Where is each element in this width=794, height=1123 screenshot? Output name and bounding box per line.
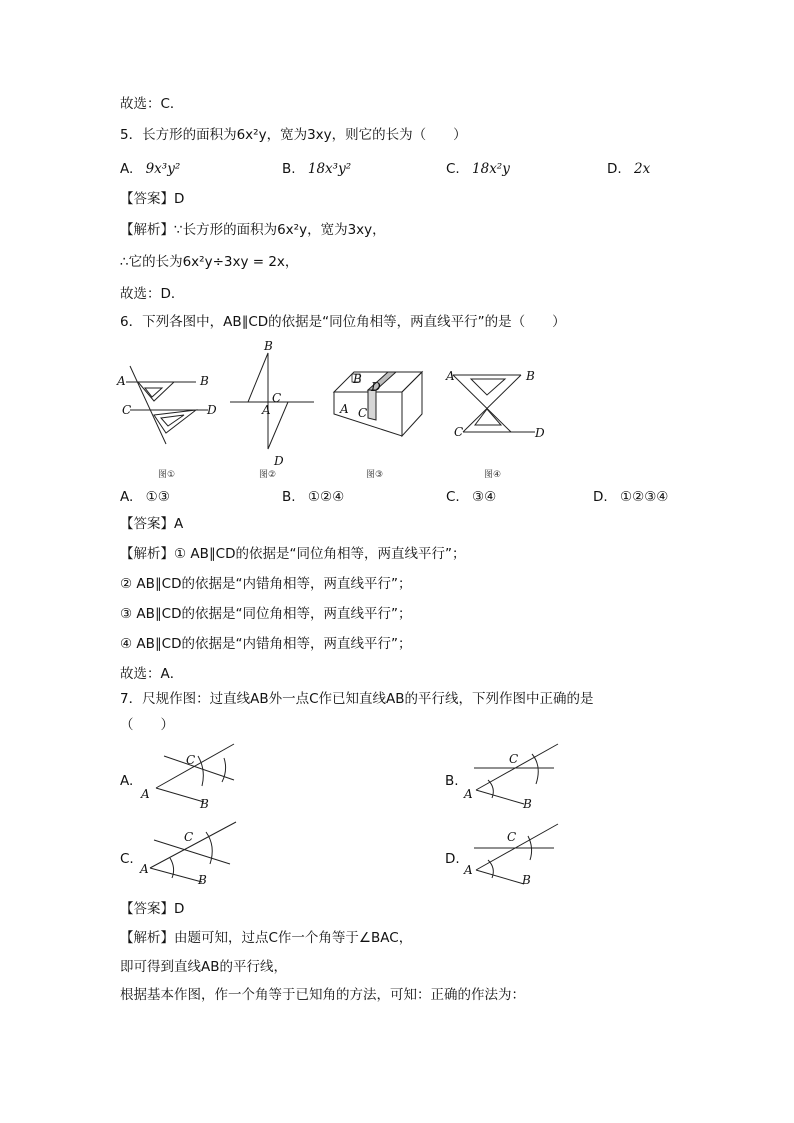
q7-b-label-a: A (464, 787, 473, 801)
q7-stem-tail: （ ） (120, 717, 174, 733)
q5-option-d (607, 160, 650, 178)
q5-option-a (120, 160, 180, 178)
q6-option-a-text: ①③ (145, 489, 170, 505)
q7-option-a-key: A. (120, 773, 134, 789)
q7-stem: 7．尺规作图：过直线AB外一点C作已知直线AB的平行线，下列作图中正确的是 (120, 691, 594, 707)
q6-analysis-3: ③ AB∥CD的依据是“同位角相等，两直线平行”； (120, 606, 412, 622)
q5-option-b (282, 160, 351, 178)
q6-option-b-text: ①②④ (307, 489, 345, 505)
q6-fig3-label-b: B (353, 372, 362, 386)
q6-analysis-1: 【解析】① AB∥CD的依据是“同位角相等，两直线平行”； (120, 546, 466, 562)
q7-option-b-key: B. (445, 773, 459, 789)
q5-answer: 【答案】D (120, 191, 185, 207)
q6-fig4-label-b: B (526, 369, 535, 383)
q6-fig3-caption: 图③ (366, 470, 384, 480)
q7-a-label-b: B (200, 797, 209, 811)
q6-fig2-label-c: C (272, 391, 282, 405)
q6-option-c-key: C. (446, 489, 460, 505)
q6-fig1-label-c: C (122, 403, 132, 417)
q7-c-label-b: B (198, 873, 207, 887)
q7-answer: 【答案】D (120, 901, 185, 917)
q7-b-label-b: B (523, 797, 532, 811)
q5-option-d-text: 2x (633, 161, 651, 177)
q5-analysis-2: ∴它的长为6x²y÷3xy = 2x， (120, 254, 299, 270)
q7-d-label-c: C (507, 830, 517, 844)
q6-fig3-label-d: D (371, 380, 381, 394)
q6-fig3-label-c: C (358, 406, 368, 420)
q6-fig4-label-c: C (454, 425, 464, 439)
q7-option-c-key: C. (120, 851, 134, 867)
q7-d-label-b: B (522, 873, 531, 887)
q5-option-c-text: 18x²y (472, 161, 510, 177)
q6-option-b (282, 488, 344, 506)
q5-option-b-text: 18x³y² (307, 161, 352, 177)
q5-option-c-key: C. (446, 161, 460, 177)
q6-fig2-caption: 图② (259, 470, 277, 480)
q7-c-label-a: A (140, 862, 149, 876)
q6-fig1-caption: 图① (158, 470, 176, 480)
q6-answer: 【答案】A (120, 516, 184, 532)
q6-figure-1 (118, 360, 218, 445)
q5-analysis-1: 【解析】∵长方形的面积为6x²y，宽为3xy， (120, 222, 386, 238)
q5-stem: 5．长方形的面积为6x²y，宽为3xy，则它的长为（ ） (120, 127, 467, 143)
q6-analysis-4: ④ AB∥CD的依据是“内错角相等，两直线平行”； (120, 636, 412, 652)
q5-option-b-key: B. (282, 161, 296, 177)
q6-option-c-text: ③④ (472, 489, 497, 505)
q6-fig4-label-a: A (446, 369, 455, 383)
q6-stem: 6．下列各图中，AB∥CD的依据是“同位角相等，两直线平行”的是（ ） (120, 314, 566, 330)
q6-fig4-label-d: D (535, 426, 545, 440)
q6-fig3-label-a: A (340, 402, 349, 416)
q6-analysis-2: ② AB∥CD的依据是“内错角相等，两直线平行”； (120, 576, 412, 592)
q6-fig1-label-d: D (207, 403, 217, 417)
q7-option-d-key: D. (445, 851, 460, 867)
q7-analysis-3: 根据基本作图，作一个角等于已知角的方法，可知：正确的作法为： (120, 987, 525, 1003)
q6-fig2-label-b: B (264, 339, 273, 353)
q7-a-label-a: A (141, 787, 150, 801)
q5-option-c (446, 160, 510, 178)
q7-d-label-a: A (464, 863, 473, 877)
q6-fig2-label-d: D (274, 454, 284, 468)
q7-c-label-c: C (184, 830, 194, 844)
q6-option-a-key: A. (120, 489, 134, 505)
q6-option-d-key: D. (593, 489, 608, 505)
q6-option-c (446, 488, 496, 506)
q6-option-b-key: B. (282, 489, 296, 505)
q6-option-d (593, 488, 668, 506)
q6-fig1-label-a: A (117, 374, 126, 388)
q6-option-a (120, 488, 170, 506)
q5-option-d-key: D. (607, 161, 622, 177)
q7-b-label-c: C (509, 752, 519, 766)
q6-fig1-label-b: B (200, 374, 209, 388)
q5-option-a-text: 9x³y² (145, 161, 181, 177)
q6-fig2-label-a: A (262, 403, 271, 417)
prev-conclusion: 故选：C． (120, 96, 184, 112)
q6-conclusion: 故选：A． (120, 666, 184, 682)
q5-option-a-key: A. (120, 161, 134, 177)
q6-option-d-text: ①②③④ (619, 489, 669, 505)
q7-analysis-1: 【解析】由题可知，过点C作一个角等于∠BAC， (120, 930, 413, 946)
q7-analysis-2: 即可得到直线AB的平行线， (120, 959, 287, 975)
q5-conclusion: 故选：D． (120, 286, 185, 302)
q6-fig4-caption: 图④ (484, 470, 502, 480)
q7-a-label-c: C (186, 753, 196, 767)
